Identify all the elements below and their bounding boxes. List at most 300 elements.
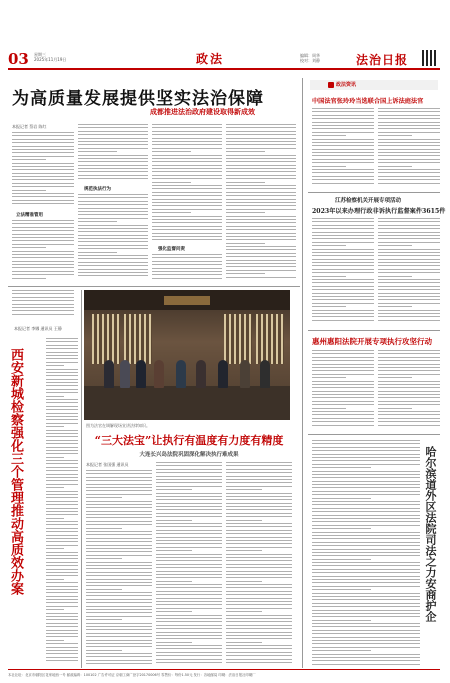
text-line bbox=[378, 360, 440, 361]
text-line bbox=[12, 230, 74, 231]
date: 2025年11月19日 bbox=[34, 57, 67, 62]
text-line bbox=[86, 633, 152, 634]
text-line bbox=[46, 389, 78, 390]
text-line bbox=[226, 642, 262, 643]
text-line bbox=[46, 470, 78, 471]
newspaper-logo: 法治日报 bbox=[356, 53, 409, 67]
text-line bbox=[378, 364, 440, 365]
text-line bbox=[378, 259, 440, 260]
text-line bbox=[78, 231, 148, 232]
text-line bbox=[312, 320, 374, 321]
text-line bbox=[226, 608, 292, 609]
text-line bbox=[86, 541, 152, 542]
text-line bbox=[312, 367, 374, 368]
text-line bbox=[312, 454, 420, 455]
feature-subhead: 大连长兴岛法院巩固深化解决执行难成果 bbox=[139, 452, 239, 458]
text-line bbox=[312, 626, 420, 627]
text-line bbox=[46, 385, 78, 386]
text-line bbox=[226, 489, 262, 490]
text-line bbox=[152, 141, 222, 142]
text-line bbox=[312, 252, 374, 253]
text-line bbox=[312, 176, 374, 177]
text-line bbox=[226, 506, 292, 507]
text-line bbox=[78, 238, 148, 239]
text-line bbox=[378, 289, 440, 290]
text-line bbox=[86, 592, 152, 593]
text-line bbox=[226, 165, 296, 166]
text-line bbox=[226, 192, 296, 193]
text-line bbox=[12, 293, 74, 294]
text-line bbox=[226, 182, 265, 183]
text-line bbox=[46, 640, 64, 641]
text-line bbox=[226, 509, 292, 510]
footer-rule bbox=[8, 669, 440, 670]
text-line bbox=[78, 272, 148, 273]
editor-credits bbox=[300, 53, 320, 63]
text-line bbox=[312, 306, 346, 307]
text-line bbox=[312, 404, 374, 405]
text-line bbox=[12, 152, 74, 153]
text-line bbox=[46, 358, 78, 359]
text-line bbox=[46, 535, 78, 536]
text-line bbox=[12, 190, 46, 191]
text-line bbox=[12, 139, 74, 140]
text-line bbox=[312, 249, 374, 250]
text-line bbox=[226, 601, 292, 602]
text-line bbox=[46, 558, 78, 559]
text-line bbox=[312, 265, 374, 266]
text-line bbox=[226, 202, 296, 203]
text-line bbox=[226, 547, 292, 548]
text-line bbox=[312, 289, 374, 290]
text-line bbox=[12, 203, 74, 204]
text-line bbox=[152, 134, 222, 135]
text-line bbox=[12, 196, 74, 197]
text-line bbox=[86, 629, 152, 630]
text-line bbox=[226, 462, 292, 463]
text-line bbox=[226, 523, 292, 524]
text-line bbox=[312, 370, 374, 371]
text-line bbox=[226, 591, 292, 592]
text-line bbox=[312, 299, 374, 300]
text-line bbox=[312, 501, 420, 502]
text-line bbox=[86, 470, 152, 471]
text-line bbox=[78, 151, 117, 152]
text-line bbox=[46, 521, 78, 522]
text-line bbox=[378, 249, 440, 250]
brief-1-text-a bbox=[312, 108, 374, 188]
brief-divider-1 bbox=[308, 192, 440, 193]
text-line bbox=[378, 404, 440, 405]
text-line bbox=[78, 262, 148, 263]
text-line bbox=[312, 447, 420, 448]
text-line bbox=[46, 447, 78, 448]
text-line bbox=[86, 616, 152, 617]
text-line bbox=[312, 633, 420, 634]
proofreader-line: 校对：刘静 bbox=[300, 58, 320, 63]
text-line bbox=[312, 357, 374, 358]
main-text-col-1 bbox=[12, 132, 74, 210]
text-line bbox=[156, 615, 222, 616]
text-line bbox=[312, 586, 420, 587]
section-title: 政法 bbox=[196, 52, 225, 66]
text-line bbox=[226, 581, 262, 582]
text-line bbox=[152, 182, 191, 183]
text-line bbox=[226, 249, 296, 250]
text-line bbox=[312, 599, 420, 600]
text-line bbox=[312, 535, 420, 536]
text-line bbox=[86, 612, 152, 613]
text-line bbox=[46, 514, 78, 515]
text-line bbox=[226, 243, 265, 244]
text-line bbox=[378, 310, 440, 311]
text-line bbox=[312, 255, 374, 256]
text-line bbox=[156, 581, 192, 582]
text-line bbox=[78, 141, 148, 142]
text-line bbox=[312, 316, 374, 317]
text-line bbox=[312, 487, 420, 488]
text-line bbox=[156, 479, 222, 480]
text-line bbox=[378, 370, 440, 371]
text-line bbox=[226, 564, 292, 565]
text-line bbox=[312, 162, 374, 163]
text-line bbox=[156, 557, 222, 558]
brief-2-headline: 2023年以来办理行政非诉执行监督案件3615件 bbox=[312, 208, 446, 215]
text-line bbox=[78, 127, 148, 128]
text-line bbox=[78, 124, 148, 125]
text-line bbox=[312, 235, 374, 236]
text-line bbox=[312, 494, 420, 495]
text-line bbox=[46, 623, 78, 624]
text-line bbox=[156, 659, 222, 660]
main-text-col-1b bbox=[12, 220, 74, 282]
text-line bbox=[46, 552, 78, 553]
text-line bbox=[226, 560, 292, 561]
text-line bbox=[312, 408, 346, 409]
text-line bbox=[378, 367, 440, 368]
text-line bbox=[312, 259, 374, 260]
text-line bbox=[378, 242, 440, 243]
text-line bbox=[46, 396, 64, 397]
text-line bbox=[156, 564, 222, 565]
text-line bbox=[46, 497, 78, 498]
text-line bbox=[12, 183, 74, 184]
masthead-rule bbox=[8, 68, 440, 70]
text-line bbox=[378, 128, 440, 129]
main-text-col-3b bbox=[152, 254, 222, 282]
brief-2-text-a bbox=[312, 218, 374, 326]
text-line bbox=[78, 178, 148, 179]
text-line bbox=[312, 159, 374, 160]
text-line bbox=[12, 307, 74, 308]
text-line bbox=[78, 255, 148, 256]
text-line bbox=[378, 316, 440, 317]
text-line bbox=[378, 262, 440, 263]
text-line bbox=[378, 218, 440, 219]
text-line bbox=[156, 642, 192, 643]
text-line bbox=[86, 582, 152, 583]
text-line bbox=[226, 222, 296, 223]
feature-byline: 本报记者 张国强 通讯员 bbox=[86, 462, 129, 467]
text-line bbox=[156, 496, 222, 497]
text-line bbox=[226, 175, 296, 176]
text-line bbox=[226, 540, 292, 541]
text-line bbox=[46, 402, 78, 403]
issue-date bbox=[34, 52, 66, 62]
text-line bbox=[378, 282, 440, 283]
text-line bbox=[86, 575, 152, 576]
text-line bbox=[46, 575, 78, 576]
text-line bbox=[46, 504, 78, 505]
text-line bbox=[312, 279, 374, 280]
text-line bbox=[86, 497, 122, 498]
text-line bbox=[12, 247, 46, 248]
text-line bbox=[312, 313, 374, 314]
text-line bbox=[86, 663, 152, 664]
text-line bbox=[152, 205, 222, 206]
text-line bbox=[86, 609, 152, 610]
text-line bbox=[312, 532, 420, 533]
text-line bbox=[226, 239, 296, 240]
footer-info: 本社社址：北京市朝阳区花家地西一号 邮政编码：100102 广告许可证 京朝工商广登字20170006号 零售价：每份1.50元 发行：各地邮局 印刷：法治日报社印刷厂 bbox=[8, 673, 256, 677]
text-line bbox=[46, 338, 78, 339]
text-line bbox=[46, 660, 78, 661]
text-line bbox=[152, 254, 222, 255]
text-line bbox=[312, 477, 420, 478]
text-line bbox=[378, 276, 412, 277]
text-line bbox=[46, 362, 78, 363]
text-line bbox=[226, 621, 292, 622]
text-line bbox=[378, 384, 440, 385]
text-line bbox=[46, 633, 78, 634]
text-line bbox=[312, 664, 420, 665]
text-line bbox=[152, 138, 222, 139]
text-line bbox=[78, 211, 148, 212]
text-line bbox=[312, 450, 420, 451]
text-line bbox=[226, 652, 292, 653]
main-text-col-2b bbox=[78, 194, 148, 282]
text-line bbox=[12, 257, 74, 258]
text-line bbox=[378, 225, 440, 226]
text-line bbox=[86, 548, 152, 549]
text-line bbox=[378, 401, 440, 402]
text-line bbox=[156, 594, 222, 595]
text-line bbox=[312, 122, 374, 123]
text-line bbox=[226, 131, 296, 132]
text-line bbox=[312, 282, 374, 283]
text-line bbox=[226, 246, 296, 247]
text-line bbox=[312, 381, 374, 382]
text-line bbox=[46, 436, 78, 437]
text-line bbox=[312, 377, 346, 378]
text-line bbox=[226, 635, 292, 636]
text-line bbox=[156, 482, 222, 483]
text-line bbox=[156, 472, 222, 473]
text-line bbox=[152, 264, 222, 265]
text-line bbox=[378, 169, 440, 170]
text-line bbox=[46, 609, 64, 610]
text-line bbox=[78, 204, 148, 205]
text-line bbox=[12, 264, 74, 265]
text-line bbox=[226, 615, 292, 616]
text-line bbox=[86, 490, 152, 491]
text-line bbox=[378, 414, 440, 415]
text-line bbox=[312, 242, 374, 243]
text-line bbox=[156, 526, 222, 527]
text-line bbox=[12, 314, 74, 315]
text-line bbox=[152, 144, 222, 145]
text-line bbox=[46, 345, 78, 346]
text-line bbox=[378, 387, 440, 388]
text-line bbox=[378, 135, 412, 136]
text-line bbox=[152, 257, 222, 258]
text-line bbox=[12, 278, 46, 279]
main-byline: 本报记者 蔡岩 陈红 bbox=[12, 124, 47, 129]
text-line bbox=[78, 208, 148, 209]
text-line bbox=[152, 165, 222, 166]
text-line bbox=[46, 538, 78, 539]
text-line bbox=[378, 377, 412, 378]
text-line bbox=[78, 131, 148, 132]
text-line bbox=[312, 139, 374, 140]
brief-4-text bbox=[312, 440, 420, 668]
text-line bbox=[46, 579, 64, 580]
text-line bbox=[86, 595, 152, 596]
brief-icon bbox=[328, 82, 334, 88]
text-line bbox=[156, 499, 222, 500]
text-line bbox=[46, 491, 78, 492]
text-line bbox=[312, 245, 346, 246]
text-line bbox=[226, 161, 296, 162]
text-line bbox=[156, 574, 222, 575]
text-line bbox=[156, 550, 192, 551]
text-line bbox=[156, 645, 222, 646]
text-line bbox=[312, 464, 420, 465]
text-line bbox=[46, 524, 78, 525]
text-line bbox=[312, 650, 371, 651]
text-line bbox=[226, 645, 292, 646]
text-line bbox=[312, 606, 420, 607]
text-line bbox=[226, 266, 296, 267]
weekday: 星期三 bbox=[34, 52, 46, 57]
text-line bbox=[312, 269, 374, 270]
text-line bbox=[378, 172, 440, 173]
text-line bbox=[46, 399, 78, 400]
text-line bbox=[312, 232, 374, 233]
text-line bbox=[152, 209, 222, 210]
text-line bbox=[78, 168, 148, 169]
text-line bbox=[312, 293, 374, 294]
text-line bbox=[226, 567, 292, 568]
text-line bbox=[12, 173, 74, 174]
text-line bbox=[312, 286, 374, 287]
text-line bbox=[86, 477, 152, 478]
text-line bbox=[378, 313, 440, 314]
text-line bbox=[312, 511, 420, 512]
text-line bbox=[226, 141, 296, 142]
text-line bbox=[46, 484, 78, 485]
text-line bbox=[226, 513, 292, 514]
text-line bbox=[78, 235, 148, 236]
text-line bbox=[46, 647, 78, 648]
text-line bbox=[312, 525, 420, 526]
text-line bbox=[86, 623, 152, 624]
text-line bbox=[378, 381, 440, 382]
text-line bbox=[226, 168, 296, 169]
text-line bbox=[156, 469, 222, 470]
text-line bbox=[226, 219, 296, 220]
text-line bbox=[226, 195, 296, 196]
text-line bbox=[312, 166, 346, 167]
text-line bbox=[12, 142, 74, 143]
text-line bbox=[312, 225, 374, 226]
text-line bbox=[46, 460, 78, 461]
text-line bbox=[312, 572, 420, 573]
text-line bbox=[312, 647, 420, 648]
text-line bbox=[46, 636, 78, 637]
text-line bbox=[78, 197, 148, 198]
text-line bbox=[156, 648, 222, 649]
main-subtitle-3: 强化监督问责 bbox=[158, 247, 185, 252]
text-line bbox=[152, 155, 222, 156]
text-line bbox=[78, 265, 148, 266]
text-line bbox=[312, 443, 420, 444]
text-line bbox=[12, 135, 74, 136]
text-line bbox=[226, 611, 262, 612]
text-line bbox=[226, 209, 296, 210]
text-line bbox=[156, 462, 222, 463]
text-line bbox=[12, 240, 74, 241]
text-line bbox=[378, 357, 440, 358]
main-subtitle-2: 规范执法行为 bbox=[84, 187, 111, 192]
brief-3-text-a bbox=[312, 350, 374, 430]
text-line bbox=[312, 457, 420, 458]
text-line bbox=[12, 267, 74, 268]
text-line bbox=[86, 643, 152, 644]
text-line bbox=[46, 545, 78, 546]
text-line bbox=[378, 228, 440, 229]
text-line bbox=[156, 598, 222, 599]
text-line bbox=[226, 574, 292, 575]
text-line bbox=[156, 523, 222, 524]
text-line bbox=[46, 586, 78, 587]
text-line bbox=[378, 162, 440, 163]
text-line bbox=[312, 155, 374, 156]
text-line bbox=[226, 598, 292, 599]
text-line bbox=[156, 652, 222, 653]
text-line bbox=[46, 569, 78, 570]
text-line bbox=[78, 241, 148, 242]
text-line bbox=[46, 494, 78, 495]
text-line bbox=[312, 152, 374, 153]
left-byline: 本报记者 李娜 通讯员 王静 bbox=[14, 326, 62, 331]
text-line bbox=[312, 118, 374, 119]
text-line bbox=[156, 547, 222, 548]
text-line bbox=[312, 467, 371, 468]
text-line bbox=[378, 350, 440, 351]
text-line bbox=[312, 565, 420, 566]
text-line bbox=[312, 169, 374, 170]
text-line bbox=[226, 212, 265, 213]
text-line bbox=[46, 440, 78, 441]
text-line bbox=[312, 613, 420, 614]
text-line bbox=[12, 300, 74, 301]
text-line bbox=[46, 375, 78, 376]
text-line bbox=[226, 638, 292, 639]
text-line bbox=[152, 127, 222, 128]
text-line bbox=[152, 199, 222, 200]
text-line bbox=[226, 482, 292, 483]
